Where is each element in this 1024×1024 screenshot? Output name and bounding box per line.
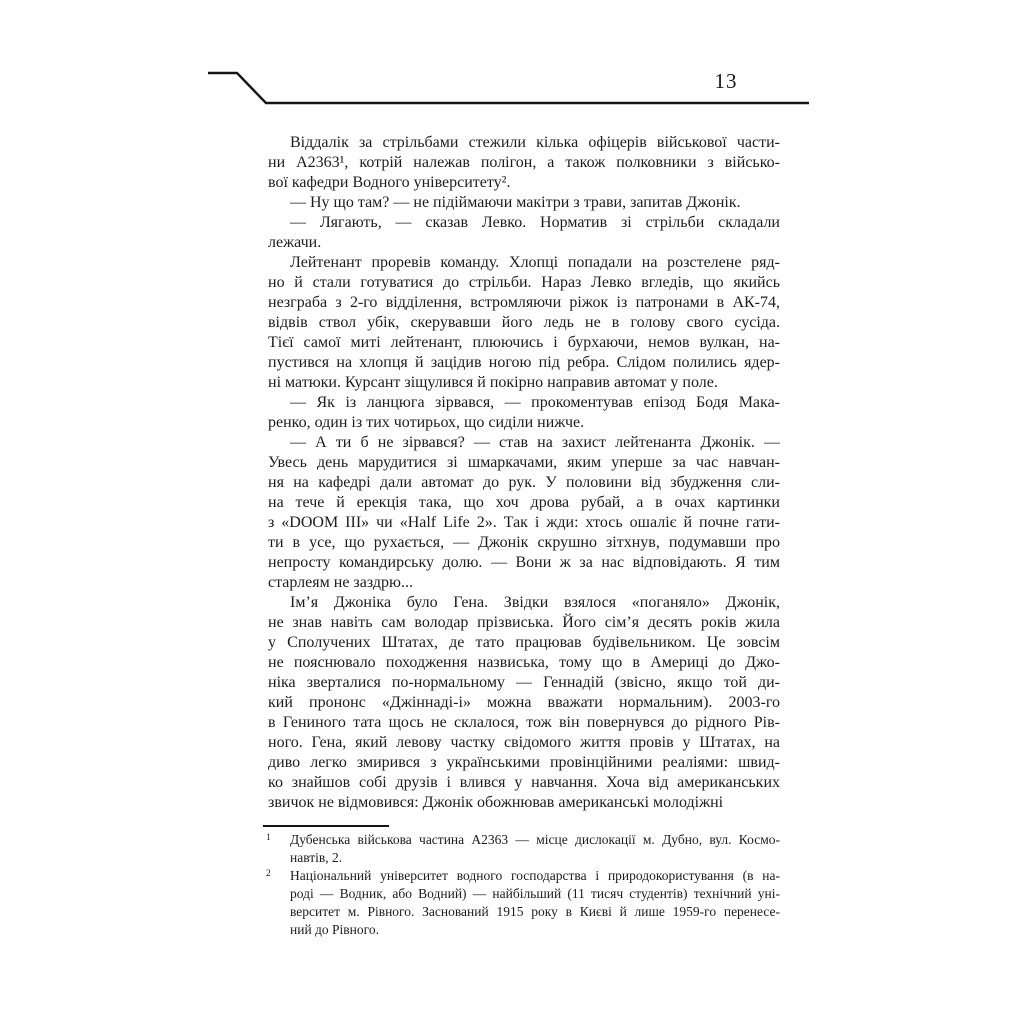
- body-line: звичок не відмовився: Джонік обожнював американські молодіжні: [268, 794, 724, 811]
- paragraph: [268, 253, 780, 393]
- paragraph: [268, 193, 780, 213]
- body-line: не пояснювало походження назвиська, тому що в Америці до Джо-: [268, 654, 780, 671]
- page-number: 13: [714, 69, 738, 93]
- footnote-line: верситет м. Рівного. Заснований 1915 року в Києві й лише 1959-го перенесе-: [290, 904, 780, 919]
- body-line: Увесь день марудитися зі шмаркачами, яким уперше за час навчан-: [268, 454, 780, 471]
- body-line: пустився на хлопця й зацідив ногою під ребра. Слідом полились ядер-: [268, 354, 780, 371]
- footnote-line: навтів, 2.: [290, 850, 343, 865]
- body-line: старлеям не заздрю...: [268, 574, 413, 591]
- footnote-line: Національний університет водного господарства і природокористування (в на-: [290, 868, 780, 883]
- footnote-marker: 2: [266, 869, 271, 879]
- paragraph: [268, 213, 780, 253]
- body-line: у Сполучених Штатах, де тато працював будівельником. Це зовсім: [268, 634, 780, 651]
- body-line: Лейтенант проревів команду. Хлопці попадали на розстелене ряд-: [290, 254, 780, 271]
- footnotes: [268, 831, 780, 939]
- body-line: лежачи.: [268, 234, 322, 251]
- body-line: ренко, один із тих чотирьох, що сиділи нижче.: [268, 414, 585, 431]
- body-line: диво легко змирився з українськими провінційними реаліями: швид-: [268, 754, 780, 771]
- footnote-line: ний до Рівного.: [290, 922, 379, 937]
- body-line: незграба з 2-го відділення, встромляючи ріжок із патронами в АК-74,: [268, 294, 780, 311]
- footnote-marker: 1: [266, 833, 271, 843]
- body-line: Віддалік за стрільбами стежили кілька офіцерів військової части-: [290, 134, 780, 151]
- body-line: з «DOOM III» чи «Half Life 2». Так і жди: хтось ошаліє й почне гати-: [268, 514, 780, 531]
- body-line: кий прононс «Джіннаді-і» можна вважати нормальним). 2003-го: [268, 694, 780, 711]
- footnote: [268, 831, 780, 867]
- footnote-separator: [263, 825, 389, 827]
- body-line: Тієї самої миті лейтенант, плюючись і бурхаючи, немов вулкан, на-: [268, 334, 780, 351]
- body-line: непросту командирську долю. — Вони ж за нас відповідають. Я тим: [268, 554, 780, 571]
- paragraph: [268, 593, 780, 813]
- body-line: на тече й ерекція така, що хоч дрова рубай, а в очах картинки: [268, 494, 780, 511]
- body-line: відвів ствол убік, скерувавши його ледь не в голову свого сусіда.: [268, 314, 780, 331]
- body-line: ко знайшов собі друзів і влився у навчання. Хоча від американських: [268, 774, 780, 791]
- footnote-line: роді — Водник, або Водний) — найбільший (11 тисяч студентів) технічний уні-: [290, 886, 780, 901]
- body-line: — Лягають, — сказав Левко. Норматив зі стрільби складали: [290, 214, 780, 231]
- body-text: [268, 133, 780, 813]
- body-line: ти в усе, що рухається, — Джонік скрушно зітхнув, подумавши про: [268, 534, 780, 551]
- body-line: ні матюки. Курсант зіщулився й покірно направив автомат у поле.: [268, 374, 718, 391]
- paragraph: [268, 393, 780, 433]
- body-line: ня на кафедрі дали автомат до рук. У половини від збудження сли-: [268, 474, 780, 491]
- body-line: не знав навіть сам володар прізвиська. Його сім’я десять років жила: [268, 614, 780, 631]
- footnote-line: Дубенська військова частина А2363 — місце дислокації м. Дубно, вул. Космо-: [290, 832, 780, 847]
- body-line: Ім’я Джоніка було Гена. Звідки взялося «поганяло» Джонік,: [290, 594, 780, 611]
- body-line: в Гениного тата щось не склалося, тож він повернувся до рідного Рів-: [268, 714, 780, 731]
- paragraph: [268, 433, 780, 593]
- body-line: — А ти б не зірвався? — став на захист лейтенанта Джонік. —: [290, 434, 780, 451]
- body-line: но й стали готуватися до стрільби. Нараз Левко вгледів, що якийсь: [268, 274, 780, 291]
- body-line: — Ну що там? — не підіймаючи макітри з трави, запитав Джонік.: [290, 194, 741, 211]
- footnote: [268, 867, 780, 939]
- body-line: ніка зверталися по-нормальному — Геннадій (звісно, якщо той ди-: [268, 674, 780, 691]
- body-line: ни А2363¹, котрій належав полігон, а також полковники з військо-: [268, 154, 780, 171]
- body-line: вої кафедри Водного університету².: [268, 174, 511, 191]
- paragraph: [268, 133, 780, 193]
- body-line: ного. Гена, який левову частку свідомого життя провів у Штатах, на: [268, 734, 780, 751]
- body-line: — Як із ланцюга зірвався, — прокоментував епізод Бодя Мака-: [290, 394, 780, 411]
